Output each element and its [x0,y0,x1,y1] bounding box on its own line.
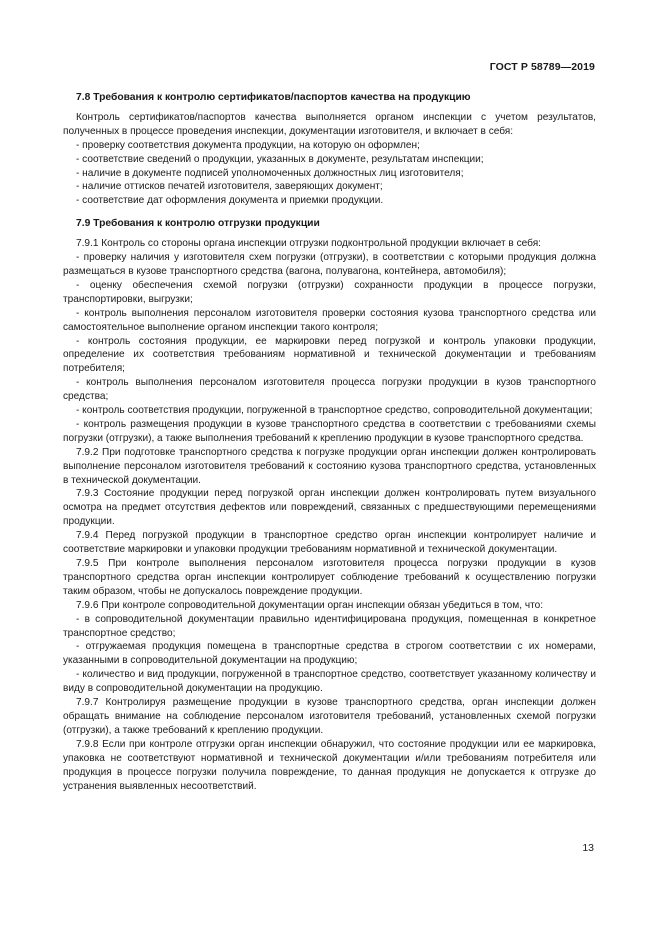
document-body [63,91,596,793]
paragraph: - контроль соответствия продукции, погруженной в транспортное средство, сопроводительной документации; [76,405,593,417]
paragraph: - контроль выполнения персоналом изготовителя процесса погрузки продукции в кузов транспортного средства; [63,377,596,403]
paragraph: 7.9.5 При контроле выполнения персоналом изготовителя процесса погрузки продукции в кузов транспортного средства орган инспекции контролирует соблюдение требований к осуществлению погрузки таким образом, чтобы не допускалось повреждение продукции. [63,558,596,597]
paragraph: - оценку обеспечения схемой погрузки (отгрузки) сохранности продукции в процессе погрузки, транспортировки, выгрузки; [63,279,596,305]
paragraph: - проверку соответствия документа продукции, на которую он оформлен; [76,139,420,151]
section-7-9-paragraphs [63,237,596,793]
paragraph: - наличие оттисков печатей изготовителя, заверяющих документ; [76,181,383,193]
paragraph: 7.9.6 При контроле сопроводительной документации орган инспекции обязан убедиться в том, что: [76,599,544,611]
paragraph: 7.9.2 При подготовке транспортного средства к погрузке продукции орган инспекции должен контролировать выполнение персоналом изготовителя требований к состоянию кузова транспортного средства, установленных в технической документации. [63,446,596,486]
paragraph: - соответствие дат оформления документа и приемки продукции. [76,195,384,207]
paragraph: - отгружаемая продукция помещена в транспортные средства в строгом соответствии с их номерами, указанными в сопроводительной документации на продукцию; [63,641,596,667]
paragraph: Контроль сертификатов/паспортов качества выполняется органом инспекции с учетом результатов, полученных в процессе проведения инспекции, документации изготовителя, и включает в себя: [63,111,596,137]
paragraph: 7.9.8 Если при контроле отгрузки орган инспекции обнаружил, что состояние продукции или ее маркировка, упаковка не соответствуют нормативной и технической документации и/или требованиям потребителя или продукция в процессе погрузки получила повреждение, то данная продукция не допускается к отгрузке до устранения выявленных несоответствий. [63,738,596,792]
paragraph: - в сопроводительной документации правильно идентифицирована продукция, помещенная в конкретное транспортное средство; [63,613,596,639]
paragraph: 7.9.4 Перед погрузкой продукции в транспортное средство орган инспекции контролирует наличие и соответствие маркировки и упаковки продукции требованиям нормативной и технической документации. [63,530,596,556]
paragraph: 7.9.7 Контролируя размещение продукции в кузове транспортного средства, орган инспекции должен обращать внимание на соблюдение персоналом изготовителя требований, установленных схемой погрузки (отгрузки), а также требований к креплению продукции. [63,697,596,736]
section-7-9-heading: 7.9 Требования к контролю отгрузки продукции [76,218,320,230]
paragraph: - наличие в документе подписей уполномоченных должностных лиц изготовителя; [76,167,464,179]
paragraph: - количество и вид продукции, погруженной в транспортное средство, соответствует указанному количеству и виду в сопроводительной документации на продукцию. [63,669,596,695]
paragraph: 7.9.1 Контроль со стороны органа инспекции отгрузки подконтрольной продукции включает в себя: [76,238,541,250]
paragraph: - контроль выполнения персоналом изготовителя проверки состояния кузова транспортного средства или самостоятельное выполнение органом инспекции такого контроля; [63,307,596,333]
paragraph: 7.9.3 Состояние продукции перед погрузкой орган инспекции должен контролировать путем визуального осмотра на предмет отсутствия дефектов или повреждений, связанных с предшествующими перемещениями продукции. [63,488,596,528]
section-7-8-paragraphs [63,111,596,208]
standard-code: ГОСТ Р 58789—2019 [489,61,595,73]
paragraph: - соответствие сведений о продукции, указанных в документе, результатам инспекции; [76,153,484,165]
paragraph: - контроль состояния продукции, ее маркировки перед погрузкой и контроль упаковки продукции, определение их соответствия требованиям нормативной и технической документации и требованиям потребителя; [63,335,596,375]
paragraph: - контроль размещения продукции в кузове транспортного средства в соответствии с требованиями схемы погрузки (отгрузки), а также выполнения требований к креплению продукции в кузове транспортного средства. [63,418,596,444]
paragraph: - проверку наличия у изготовителя схем погрузки (отгрузки), в соответствии с которыми продукция должна размещаться в кузове транспортного средства (вагона, полувагона, контейнера, автомобиля); [63,252,596,277]
page-number: 13 [582,842,594,854]
section-7-8-heading: 7.8 Требования к контролю сертификатов/паспортов качества на продукцию [76,92,471,103]
